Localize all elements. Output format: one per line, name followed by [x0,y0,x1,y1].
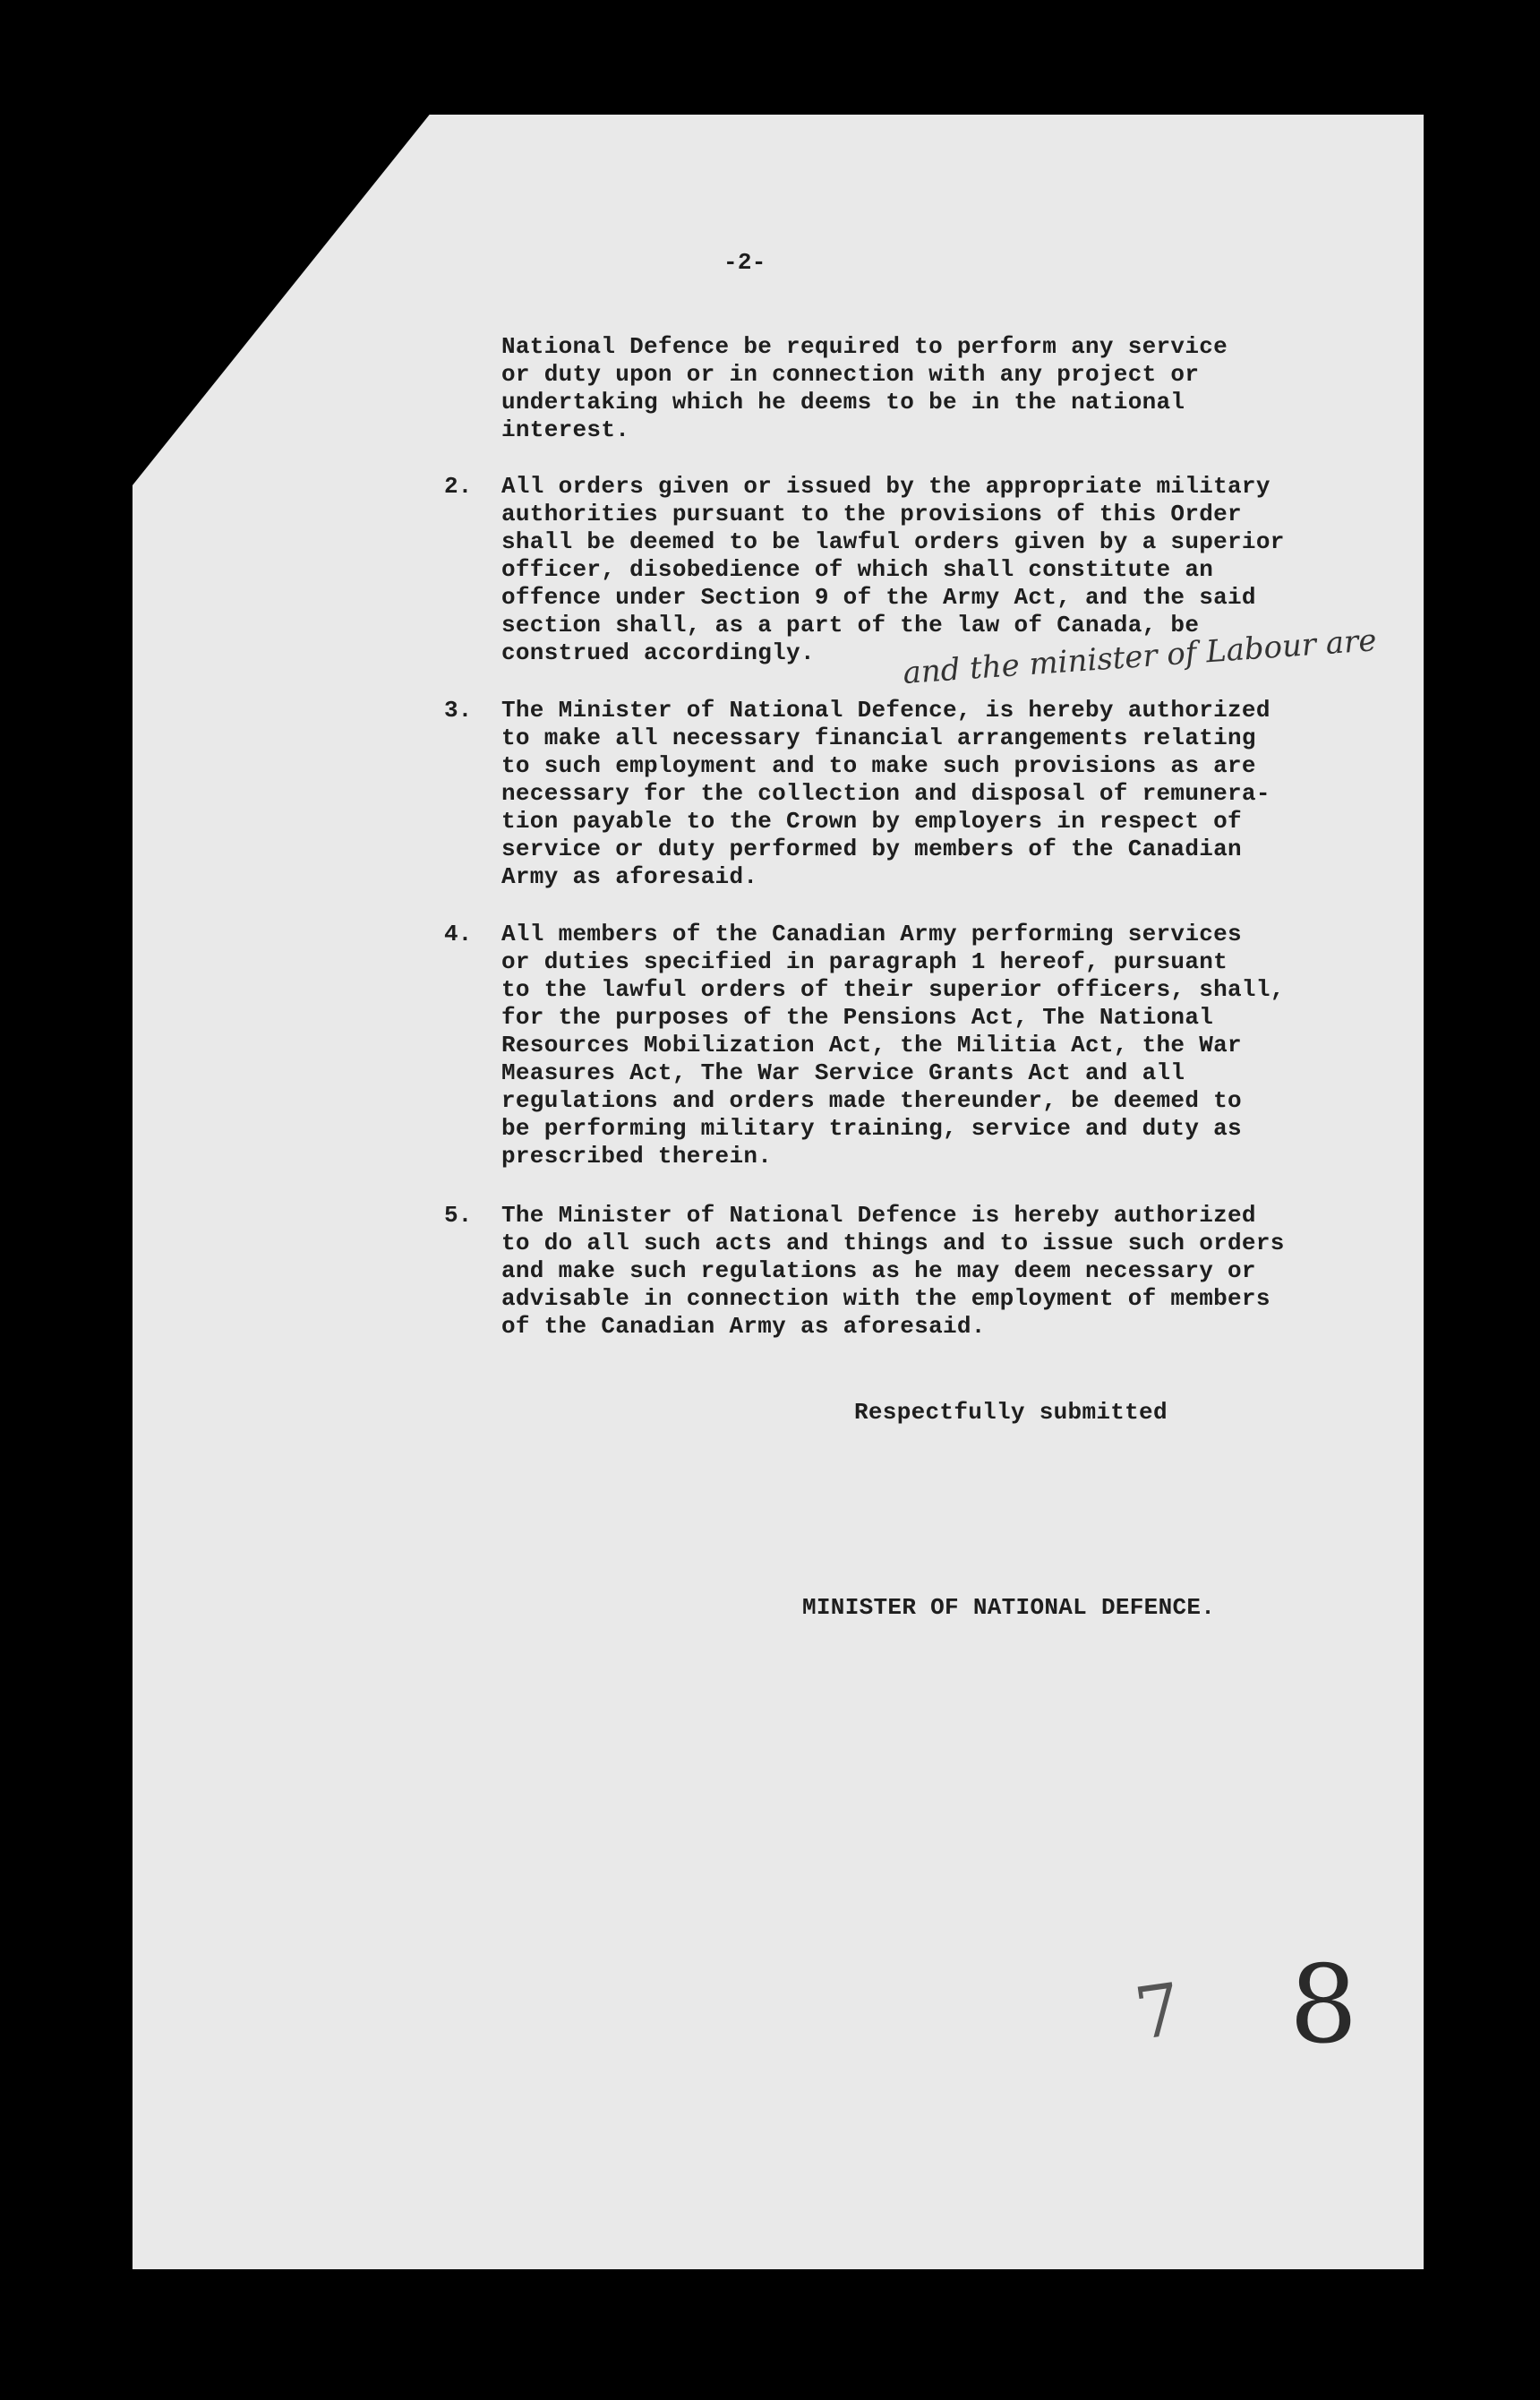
text-line: advisable in connection with the employment of members [501,1285,1270,1312]
text-line: necessary for the collection and disposal of remunera- [501,780,1270,807]
text-line: interest. [501,416,630,443]
paragraph-number: 2. [444,473,473,500]
text-line: to make all necessary financial arrangements relating [501,724,1256,751]
text-line: Resources Mobilization Act, the Militia Act, the War [501,1032,1242,1059]
text-line: prescribed therein. [501,1143,773,1170]
text-line: regulations and orders made thereunder, be deemed to [501,1087,1242,1114]
text-line: shall be deemed to be lawful orders given by a superior [501,528,1285,555]
text-line: and make such regulations as he may deem necessary or [501,1257,1256,1284]
text-line: or duties specified in paragraph 1 hereof, pursuant [501,948,1228,975]
text-line: to do all such acts and things and to issue such orders [501,1230,1285,1256]
text-line: or duty upon or in connection with any project or [501,361,1200,388]
paragraph-3-text [501,697,1270,891]
closing-line: Respectfully submitted [854,1399,1168,1426]
text-line: be performing military training, service and duty as [501,1115,1242,1142]
paragraph-4-text [501,921,1285,1170]
text-line: All orders given or issued by the appropriate military [501,473,1270,500]
text-line: for the purposes of the Pensions Act, The National [501,1004,1214,1031]
text-line: to the lawful orders of their superior officers, shall, [501,976,1285,1003]
text-line: The Minister of National Defence, is hereby authorized [501,697,1270,724]
text-line: officer, disobedience of which shall constitute an [501,556,1214,583]
handwritten-folio-number: 7 [1129,1967,1187,2057]
continuation-paragraph [501,333,1228,444]
page-number: -2- [723,249,766,276]
handwritten-insertion: and the minister of Labour are [902,622,1378,691]
paragraph-number: 5. [444,1202,473,1229]
text-line: tion payable to the Crown by employers in respect of [501,808,1242,835]
text-line: authorities pursuant to the provisions of this Order [501,501,1242,527]
text-line: to such employment and to make such provisions as are [501,752,1256,779]
text-line: of the Canadian Army as aforesaid. [501,1313,986,1340]
text-line: Army as aforesaid. [501,863,758,890]
text-line: National Defence be required to perform any service [501,333,1228,360]
text-line: Measures Act, The War Service Grants Act and all [501,1059,1185,1086]
paragraph-number: 4. [444,921,473,947]
handwritten-folio-number: 8 [1289,1943,1358,2068]
paragraph-5-text [501,1202,1285,1341]
text-line: service or duty performed by members of the Canadian [501,836,1242,862]
text-line: All members of the Canadian Army performing services [501,921,1242,947]
text-line: undertaking which he deems to be in the national [501,389,1185,416]
text-line: The Minister of National Defence is hereby authorized [501,1202,1256,1229]
text-line: offence under Section 9 of the Army Act, and the said [501,584,1256,611]
signature-title: MINISTER OF NATIONAL DEFENCE. [802,1594,1216,1621]
paragraph-number: 3. [444,697,473,724]
text-line: construed accordingly. [501,639,815,666]
text-line: section shall, as a part of the law of Canada, be [501,612,1200,639]
